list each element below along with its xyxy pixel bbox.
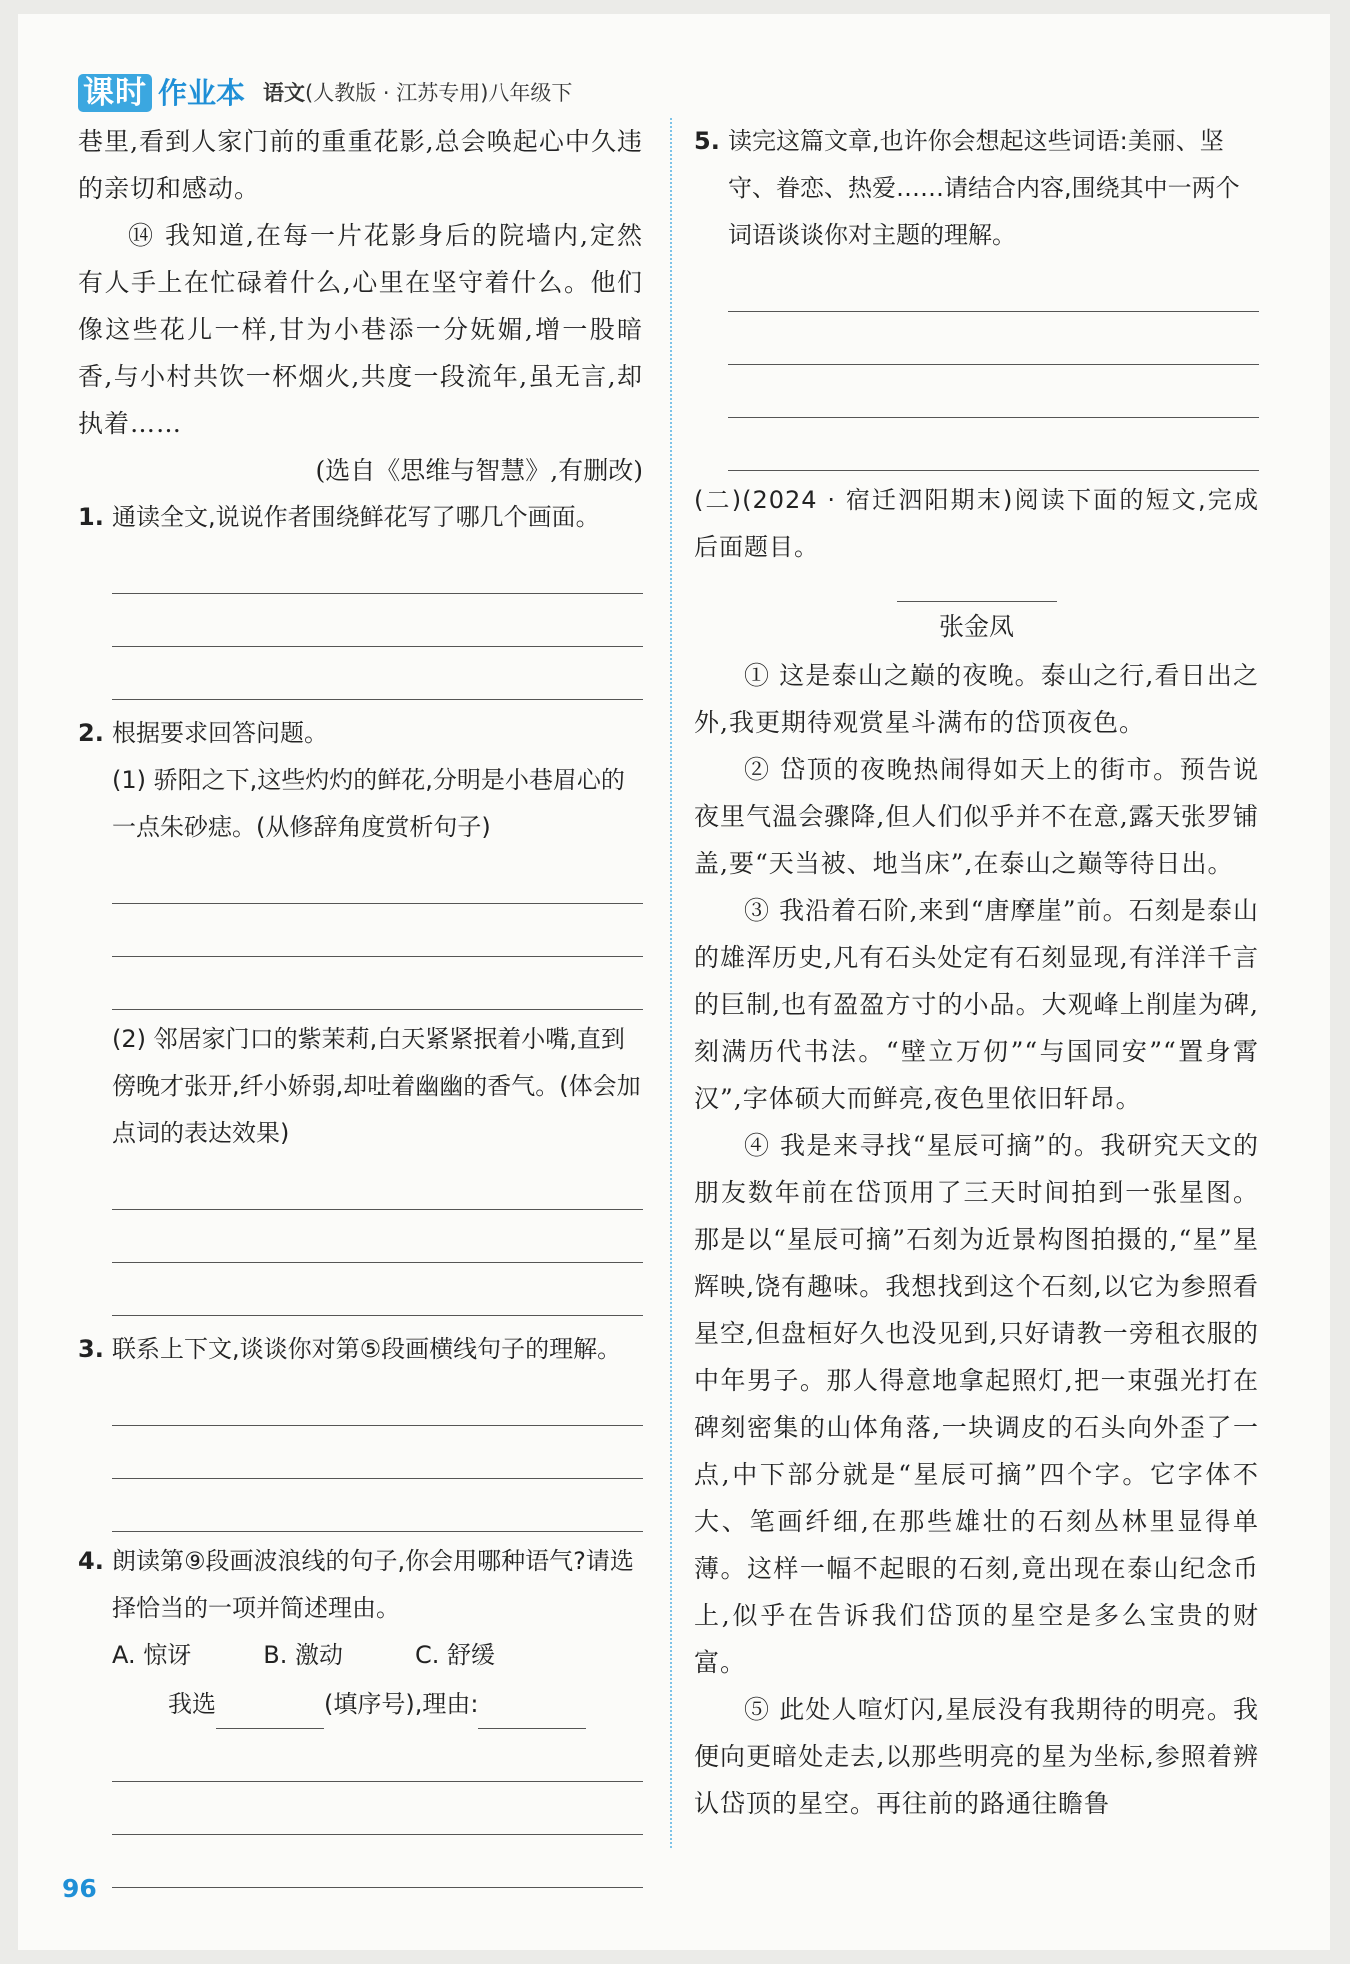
- choice-options: [78, 1632, 643, 1679]
- dotted-word: 抿: [473, 1025, 498, 1053]
- answer-line[interactable]: [728, 259, 1259, 312]
- left-column: [78, 118, 643, 1888]
- question-3: [78, 1326, 643, 1373]
- answer-line[interactable]: [112, 1373, 643, 1426]
- question-text: 联系上下文,谈谈你对第⑤段画横线句子的理解。: [112, 1335, 622, 1363]
- answer-line[interactable]: [112, 594, 643, 647]
- article-paragraph-4: ④ 我是来寻找“星辰可摘”的。我研究天文的朋友数年前在岱顶用了三天时间拍到一张星图。那是以“星辰可摘”石刻为近景构图拍摄的,“星”星辉映,饶有趣味。我想找到这个石刻,以它为参照看星空,但盘桓好久也没见到,只好请教一旁租衣服的中年男子。那人得意地拿起照灯,把一束强光打在碑刻密集的山体角落,一块调皮的石头向外歪了一点,中下部分就是“星辰可摘”四个字。它字体不大、笔画纤细,在那些雄壮的石刻丛林里显得单薄。这样一幅不起眼的石刻,竟出现在泰山纪念币上,似乎在告诉我们岱顶的星空是多么宝贵的财富。: [694, 1131, 1259, 1677]
- dotted-word: 开: [208, 1072, 232, 1100]
- sub2-text: 着小嘴,直到傍晚才: [112, 1025, 625, 1100]
- answer-line[interactable]: [112, 1426, 643, 1479]
- question-5: [694, 118, 1259, 259]
- question-1: [78, 494, 643, 541]
- answer-line[interactable]: [112, 1263, 643, 1316]
- question-text: 读完这篇文章,也许你会想起这些词语:美丽、坚守、眷恋、热爱……请结合内容,围绕其中一两个词语谈谈你对主题的理解。: [728, 127, 1240, 249]
- question-number: 5.: [694, 127, 720, 155]
- answer-line[interactable]: [728, 365, 1259, 418]
- option-c[interactable]: C. 舒缓: [415, 1641, 496, 1669]
- answer-line[interactable]: [112, 1210, 643, 1263]
- right-column: [694, 118, 1259, 1827]
- dotted-word: 张: [184, 1072, 208, 1100]
- article-paragraph-5: ⑤ 此处人喧灯闪,星辰没有我期待的明亮。我便向更暗处走去,以那些明亮的星为坐标,参照着辨认岱顶的星空。再往前的路通往瞻鲁: [694, 1695, 1259, 1818]
- paragraph-continued: 巷里,看到人家门前的重重花影,总会唤起心中久违的亲切和感动。: [78, 127, 643, 203]
- article-author: 张金凤: [938, 612, 1014, 641]
- answer-line[interactable]: [112, 904, 643, 957]
- answer-line[interactable]: [112, 1729, 643, 1782]
- subject-bold: 语文: [263, 81, 306, 105]
- question-2-sub-2: [78, 1016, 643, 1157]
- book-header: [78, 72, 572, 112]
- option-a[interactable]: A. 惊讶: [112, 1641, 192, 1669]
- book-logo-word: 作业本: [158, 76, 246, 110]
- question-4: [78, 1538, 643, 1632]
- answer-line[interactable]: [112, 851, 643, 904]
- question-text: 通读全文,说说作者围绕鲜花写了哪几个画面。: [112, 503, 600, 531]
- question-number: 4.: [78, 1547, 104, 1575]
- source-note: (选自《思维与智慧》,有删改): [315, 456, 643, 485]
- article-paragraph-1: ① 这是泰山之巅的夜晚。泰山之行,看日出之外,我更期待观赏星斗满布的岱顶夜色。: [694, 661, 1259, 737]
- answer-line[interactable]: [112, 1782, 643, 1835]
- answer-line[interactable]: [112, 647, 643, 700]
- sub2-text: ,纤小娇弱,却: [232, 1072, 368, 1100]
- sub2-text: (2) 邻居家门口的紫茉莉,白天紧紧: [112, 1025, 474, 1053]
- answer-line[interactable]: [728, 418, 1259, 471]
- answer-line[interactable]: [112, 1157, 643, 1210]
- article-paragraph-2: ② 岱顶的夜晚热闹得如天上的街市。预告说夜里气温会骤降,但人们似乎并不在意,露天张罗铺盖,要“天当被、地当床”,在泰山之巅等待日出。: [694, 755, 1259, 878]
- section-2-heading: (二)(2024 · 宿迁泗阳期末)阅读下面的短文,完成后面题目。: [694, 486, 1259, 561]
- choice-fill-row: [78, 1679, 643, 1729]
- answer-line[interactable]: [112, 957, 643, 1010]
- question-number: 1.: [78, 503, 104, 531]
- answer-line[interactable]: [112, 1835, 643, 1888]
- answer-line[interactable]: [112, 1479, 643, 1532]
- subject-label: [263, 74, 572, 112]
- answer-line[interactable]: [728, 312, 1259, 365]
- question-2: [78, 710, 643, 757]
- question-number: 2.: [78, 719, 104, 747]
- column-divider: [670, 118, 672, 1848]
- subject-rest: (人教版 · 江苏专用)八年级下: [305, 81, 573, 105]
- question-text: 朗读第⑨段画波浪线的句子,你会用哪种语气?请选择恰当的一项并简述理由。: [112, 1547, 634, 1622]
- paragraph-14: ⑭ 我知道,在每一片花影身后的院墙内,定然有人手上在忙碌着什么,心里在坚守着什么。他们像这些花儿一样,甘为小巷添一分妩媚,增一股暗香,与小村共饮一杯烟火,共度一段流年,虽无言,却执着……: [78, 221, 643, 438]
- choice-blank[interactable]: [216, 1692, 324, 1729]
- question-text: 根据要求回答问题。: [112, 719, 328, 747]
- choose-label: 我选: [168, 1690, 216, 1718]
- fill-label: (填序号),理由:: [324, 1690, 479, 1718]
- question-2-sub-1: (1) 骄阳之下,这些灼灼的鲜花,分明是小巷眉心的一点朱砂痣。(从修辞角度赏析句子): [112, 766, 625, 841]
- option-b[interactable]: B. 激动: [263, 1641, 343, 1669]
- question-number: 3.: [78, 1335, 104, 1363]
- answer-line[interactable]: [112, 541, 643, 594]
- page-number: 96: [62, 1874, 97, 1903]
- book-logo: 课时: [78, 74, 152, 112]
- reason-blank[interactable]: [478, 1692, 586, 1729]
- article-paragraph-3: ③ 我沿着石阶,来到“唐摩崖”前。石刻是泰山的雄浑历史,凡有石头处定有石刻显现,有洋洋千言的巨制,也有盈盈方寸的小品。大观峰上削崖为碑,刻满历代书法。“壁立万仞”“与国同安”“置身霄汉”,字体硕大而鲜亮,夜色里依旧轩昂。: [694, 896, 1259, 1113]
- sub2-text: 着幽幽的香气。(体会加点词的表达效果): [112, 1072, 641, 1147]
- dotted-word: 吐: [367, 1072, 392, 1100]
